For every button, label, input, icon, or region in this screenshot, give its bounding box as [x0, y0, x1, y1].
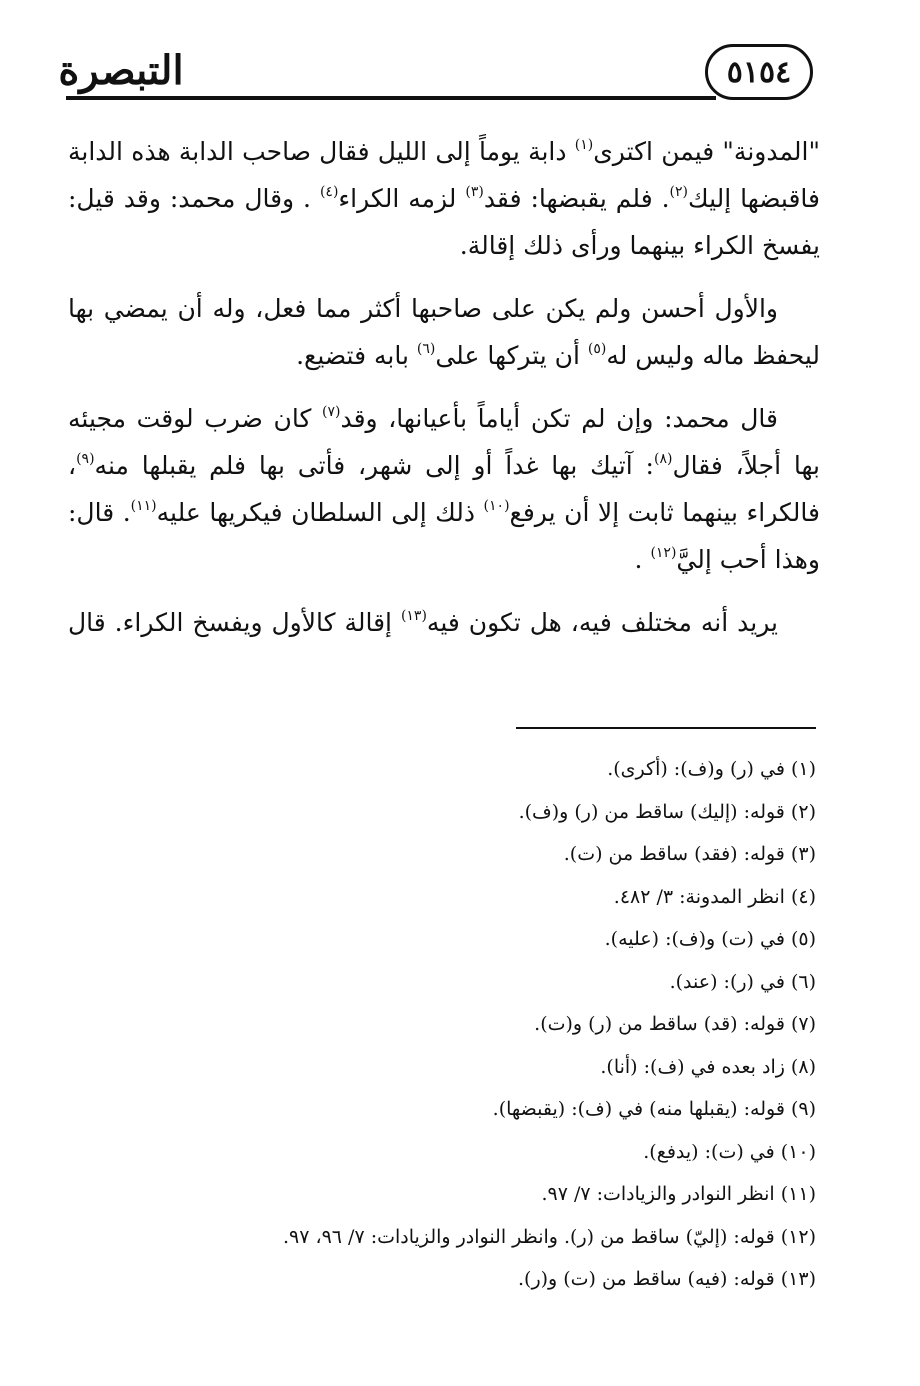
- footnote: (٥) في (ت) و(ف): (عليه).: [604, 928, 816, 950]
- footnote: (٩) قوله: (يقبلها منه) في (ف): (يقبضها).: [492, 1098, 816, 1120]
- text-run: لزمه الكراء: [338, 184, 466, 213]
- text-run: قال محمد: وإن لم تكن أياماً بأعيانها، وقد: [340, 404, 778, 433]
- footnote: (٨) زاد بعده في (ف): (أنا).: [600, 1055, 816, 1078]
- footnote: (٢) قوله: (إليك) ساقط من (ر) و(ف).: [518, 800, 816, 823]
- footnote: (٣) قوله: (فقد) ساقط من (ت).: [563, 843, 816, 865]
- text-run: . وقال محمد: وقد قيل: يفسخ الكراء بينهما ورأى ذلك إقالة.: [68, 184, 820, 260]
- footnote: (٤) انظر المدونة: ٣/ ٤٨٢.: [613, 885, 816, 908]
- footnote-separator: [516, 727, 816, 729]
- footnote-ref: (٢): [669, 184, 688, 200]
- footnote-ref: (٩): [76, 451, 95, 467]
- text-run: : آتيك بها غداً أو إلى شهر، فأتى بها فلم يقبلها منه: [94, 451, 654, 480]
- footnote-ref: (١): [574, 137, 594, 153]
- text-run: أن يتركها على: [435, 341, 588, 370]
- text-run: كان ضرب لوقت مجيئه بها أجلاً، فقال: [68, 404, 820, 480]
- footnote: (٧) قوله: (قد) ساقط من (ر) و(ت).: [534, 1013, 816, 1035]
- text-run: والأول أحسن ولم يكن على صاحبها أكثر مما فعل، وله أن يمضي بها ليحفظ ماله وليس له: [68, 294, 820, 370]
- text-run: يريد أنه مختلف فيه، هل تكون فيه: [426, 608, 778, 637]
- text-run: دابة يوماً إلى الليل فقال صاحب الدابة هذه الدابة فاقبضها إليك: [68, 137, 820, 213]
- paragraph: [68, 128, 820, 269]
- footnote-ref: (١٠): [483, 498, 510, 514]
- footnote: (١٢) قوله: (إليّ) ساقط من (ر). وانظر النوادر والزيادات: ٧/ ٩٦، ٩٧.: [282, 1225, 816, 1248]
- main-text: [68, 128, 820, 662]
- text-run: بابه فتضيع.: [296, 341, 417, 370]
- footnote-ref: (٣): [465, 184, 484, 200]
- paragraph: [68, 599, 820, 646]
- header-rule: [66, 96, 716, 100]
- text-run: إقالة كالأول ويفسخ الكراء. قال: [68, 608, 401, 637]
- paragraph: [68, 285, 820, 379]
- page-number: ٥١٥٤: [726, 54, 792, 90]
- footnote-ref: (٧): [321, 404, 341, 420]
- text-run: . قال: وهذا أحب إليَّ: [68, 498, 820, 574]
- page-number-frame: [705, 44, 813, 100]
- running-header-title: التبصرة: [58, 47, 184, 94]
- footnote-ref: (٤): [319, 184, 339, 200]
- footnote: (١٣) قوله: (فيه) ساقط من (ت) و(ر).: [518, 1268, 816, 1290]
- footnote: (٦) في (ر): (عند).: [669, 970, 816, 993]
- footnote: (١) في (ر) و(ف): (أكرى).: [607, 758, 816, 780]
- paragraph: [68, 395, 820, 583]
- footnote-ref: (١٣): [400, 608, 427, 624]
- footnotes: [100, 748, 816, 1301]
- footnote: (١١) انظر النوادر والزيادات: ٧/ ٩٧.: [541, 1183, 816, 1205]
- footnote-ref: (٥): [587, 341, 607, 357]
- footnote-ref: (١١): [130, 498, 157, 514]
- footnote: (١٠) في (ت): (يدفع).: [643, 1140, 816, 1163]
- text-run: ، فالكراء بينهما ثابت إلا أن يرفع: [68, 451, 820, 527]
- text-run: "المدونة" فيمن اكترى: [593, 137, 820, 166]
- footnote-ref: (١٢): [650, 545, 677, 561]
- footnote-ref: (٨): [653, 451, 673, 467]
- text-run: . فلم يقبضها: فقد: [483, 184, 670, 213]
- text-run: ذلك إلى السلطان فيكريها عليه: [156, 498, 484, 527]
- footnote-ref: (٦): [416, 341, 436, 357]
- text-run: .: [634, 545, 651, 574]
